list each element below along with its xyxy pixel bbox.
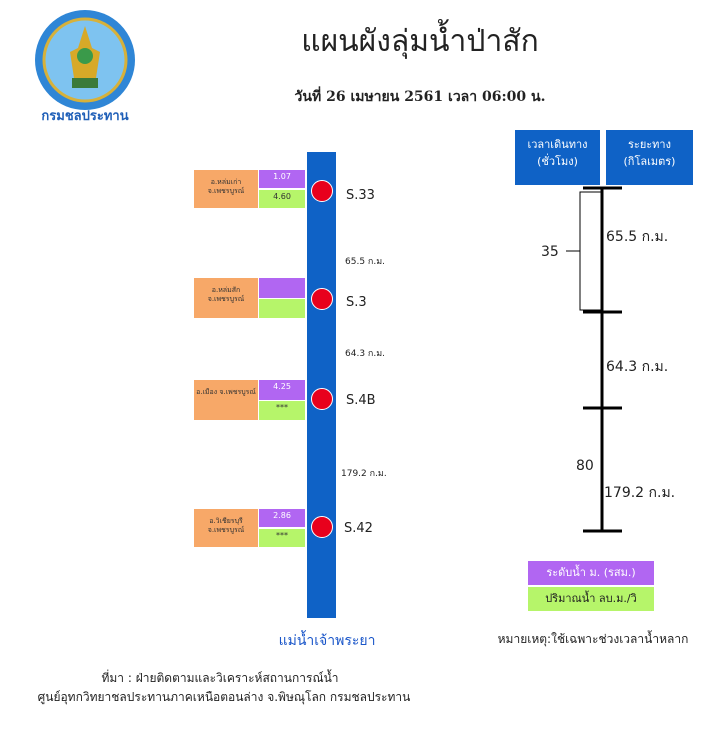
source-line-1: ที่มา : ฝ่ายติดตามและวิเคราะห์สถานการณ์น้ำ bbox=[101, 671, 339, 685]
time-bracket bbox=[580, 192, 602, 310]
discharge-box: *** bbox=[259, 401, 305, 420]
discharge-box bbox=[259, 299, 305, 318]
travel-time-label: 35 bbox=[541, 244, 559, 260]
river-bar bbox=[307, 152, 336, 618]
station-marker bbox=[311, 516, 333, 538]
station-code: S.4B bbox=[346, 393, 376, 408]
station-location-box: อ.หล่มสัก จ.เพชรบูรณ์ bbox=[194, 278, 258, 318]
distance-label: 179.2 ก.ม. bbox=[604, 485, 676, 501]
legend-water-level: ระดับน้ำ ม. (รสม.) bbox=[528, 561, 654, 585]
legend-water-volume: ปริมาณน้ำ ลบ.ม./วิ bbox=[528, 587, 654, 611]
station-marker bbox=[311, 180, 333, 202]
station-location-box: อ.วิเชียรบุรี จ.เพชรบูรณ์ bbox=[194, 509, 258, 547]
water-level-box: 2.86 bbox=[259, 509, 305, 527]
distance-label: 64.3 ก.ม. bbox=[606, 359, 669, 375]
station-location-box: อ.หล่มเก่า จ.เพชรบูรณ์ bbox=[194, 170, 258, 208]
royal-irrigation-logo bbox=[30, 8, 140, 128]
report-datetime: วันที่ 26 เมษายน 2561 เวลา 06:00 น. bbox=[294, 89, 546, 105]
river-name: แม่น้ำเจ้าพระยา bbox=[278, 633, 376, 649]
segment-distance-label: 65.5 ก.ม. bbox=[345, 257, 386, 267]
travel-time-header: เวลาเดินทาง (ชั่วโมง) bbox=[515, 130, 600, 185]
station-marker bbox=[311, 288, 333, 310]
travel-time-label: 80 bbox=[576, 458, 594, 474]
water-level-box: 1.07 bbox=[259, 170, 305, 188]
distance-header: ระยะทาง (กิโลเมตร) bbox=[606, 130, 693, 185]
distance-label: 65.5 ก.ม. bbox=[606, 229, 669, 245]
note-text: หมายเหตุ:ใช้เฉพาะช่วงเวลาน้ำหลาก bbox=[497, 632, 689, 646]
page-title: แผนผังลุ่มน้ำป่าสัก bbox=[301, 24, 539, 59]
logo-text: กรมชลประทาน bbox=[41, 109, 129, 124]
segment-distance-label: 64.3 ก.ม. bbox=[345, 349, 386, 359]
segment-distance-label: 179.2 ก.ม. bbox=[341, 469, 387, 479]
discharge-box: 4.60 bbox=[259, 190, 305, 208]
station-code: S.42 bbox=[344, 521, 373, 536]
source-line-2: ศูนย์อุทกวิทยาชลประทานภาคเหนือตอนล่าง จ.พิษณุโลก กรมชลประทาน bbox=[37, 690, 411, 704]
station-marker bbox=[311, 388, 333, 410]
water-level-box bbox=[259, 278, 305, 298]
water-level-box: 4.25 bbox=[259, 380, 305, 400]
station-code: S.3 bbox=[346, 295, 367, 310]
station-location-box: อ.เมือง จ.เพชรบูรณ์ bbox=[194, 380, 258, 420]
discharge-box: *** bbox=[259, 529, 305, 547]
station-code: S.33 bbox=[346, 188, 375, 203]
